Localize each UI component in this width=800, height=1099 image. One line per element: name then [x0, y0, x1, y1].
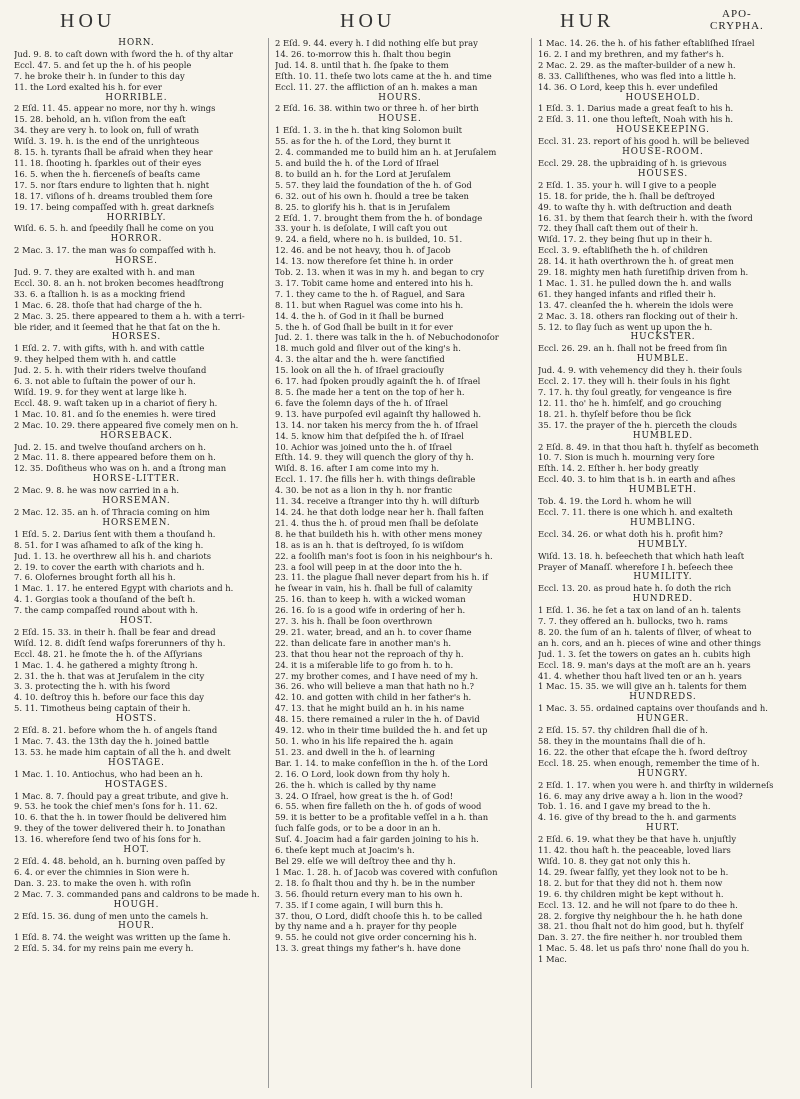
- entry-line: Eſth. 10. 11. theſe two lots came at the h. and time: [275, 70, 492, 81]
- entry-line: 5. the h. of God ſhall be built in it for ever: [275, 321, 453, 332]
- entry-line: 23. 11. the plague ſhall never depart from his h. if: [275, 572, 488, 583]
- entry-line: 14. 13. now therefore ſet thine h. in order: [275, 256, 454, 267]
- entry-line: 2. 31. the h. that was at Jeruſalem in the city: [14, 670, 205, 681]
- entry-line: Eccl. 34. 26. or what doth his h. profit him?: [538, 528, 723, 539]
- running-header-middle: HOU: [340, 10, 396, 32]
- entry-line: 1 Mac. 3. 55. ordained captains over thouſands and h.: [538, 703, 768, 714]
- entry-line: 26. 16. ſo is a good wife in ordering of her h.: [275, 605, 466, 616]
- entry-line: 2 Eſd. 8. 49. in that thou haſt h. thyſelf as becometh: [538, 441, 759, 452]
- entry-line: 3. 3. protecting the h. with his ſword: [14, 681, 171, 692]
- entry-line: 2 Eſd. 4. 48. behold, an h. burning oven paſſed by: [14, 855, 226, 866]
- headword: HOURS.: [378, 92, 422, 103]
- entry-line: 8. he that buildeth his h. with other mens money: [275, 528, 483, 539]
- column-1: [14, 38, 259, 1093]
- entry-line: 1 Mac. 10. 81. and ſo the enemies h. were tired: [14, 408, 216, 419]
- entry-line: Suſ. 4. Joacim had a fair garden joining to his h.: [275, 834, 479, 845]
- entry-line: 2 Eſd. 16. 38. within two or three h. of her birth: [275, 103, 479, 114]
- entry-line: 2 Eſd. 15. 36. dung of men unto the camels h.: [14, 910, 209, 921]
- entry-line: Eccl. 48. 9. waſt taken up in a chariot of fiery h.: [14, 397, 218, 408]
- entry-line: 2 Mac. 2. 29. as the maſter-builder of a new h.: [538, 59, 736, 70]
- entry-line: Wiſd. 19. 9. for they went at large like h.: [14, 387, 187, 397]
- entry-line: 2 Mac. 11. 8. there appeared before them on h.: [14, 452, 216, 463]
- entry-line: 72. they ſhall caſt them out of their h.: [538, 223, 699, 234]
- entry-line: 13. 16. wherefore ſend two of his ſons for h.: [14, 834, 202, 845]
- entry-line: 61. they hanged infants and rifled their h.: [538, 288, 716, 299]
- column-3: [538, 38, 788, 1093]
- entry-line: 59. it is better to be a profitable veſſel in a h. than: [275, 812, 489, 823]
- entry-line: Eccl. 13. 12. and he will not ſpare to do thee h.: [538, 899, 738, 910]
- entry-line: 13. 53. he made him captain of all the h. and dwelt: [14, 746, 231, 757]
- entry-line: 5. 57. they laid the foundation of the h. of God: [275, 179, 472, 190]
- entry-line: 8. 51. for I was aſhamed to aſk of the king h.: [14, 539, 204, 550]
- entry-line: Jud. 1. 3. ſet the towers on gates an h. cubits high: [538, 648, 751, 659]
- entry-line: 8. 15. h. tyrants ſhall be afraid when they hear: [14, 147, 213, 158]
- entry-line: Eccl. 26. 29. an h. ſhall not be freed from ſin: [538, 343, 728, 354]
- headword: HORSEBACK.: [100, 430, 173, 441]
- headword: HUMBLE.: [636, 354, 690, 365]
- entry-line: 11. 42. thou haſt h. the peaceable, loved liars: [538, 845, 731, 856]
- headword: HUMBLETH.: [628, 485, 698, 496]
- entry-line: 2 Mac. 10. 29. there appeared five comely men on h.: [14, 419, 239, 430]
- entry-line: ble rider, and it ſeemed that he that ſat on the h.: [14, 321, 221, 332]
- headword: HOUSEKEEPING.: [616, 125, 710, 136]
- entry-line: Tob. 4. 19. the Lord h. whom he will: [538, 496, 692, 507]
- entry-line: 1 Mac. 15. 35. we will give an h. talents for them: [538, 681, 747, 692]
- entry-line: 8. to build an h. for the Lord at Jeruſalem: [275, 168, 451, 179]
- entry-line: Eſth. 14. 2. Eſther h. her body greatly: [538, 463, 699, 474]
- headword: HOUSEHOLD.: [625, 92, 701, 103]
- entry-line: 49. 12. who in their time builded the h. and ſet up: [275, 725, 488, 736]
- entry-line: 2 Eſd. 15. 57. thy children ſhall die of h.: [538, 725, 708, 736]
- headword: HUMILITY.: [633, 572, 693, 583]
- entry-line: 1 Mac. 1. 10. Antiochus, who had been an h.: [14, 768, 203, 779]
- column-divider-1: [268, 38, 269, 1088]
- entry-line: Eccl. 31. 23. report of his good h. will be believed: [538, 136, 750, 147]
- running-header-right: HUR: [560, 10, 615, 32]
- entry-line: 2 Eſd. 3. 11. one thou lefteſt, Noah with his h.: [538, 114, 734, 125]
- entry-line: 4. 10. deſtroy this h. before our face this day: [14, 692, 205, 703]
- entry-line: Eccl. 30. 8. an h. not broken becomes headſtrong: [14, 277, 224, 288]
- entry-line: 34. they are very h. to look on, full of wrath: [14, 125, 200, 136]
- entry-line: 36. 26. who will believe a man that hath no h.?: [275, 681, 474, 692]
- entry-line: 2 Mac. 12. 35. an h. of Thracia coming on him: [14, 506, 210, 517]
- entry-line: 7. 35. if I come again, I will burn this h.: [275, 899, 444, 910]
- entry-line: ſuch falſe gods, or to be a door in an h.: [275, 823, 441, 834]
- entry-line: 18. much gold and ſilver out of the king's h.: [275, 343, 461, 354]
- entry-line: 1 Mac. 6. 28. thoſe that had charge of the h.: [14, 299, 203, 310]
- entry-line: 22. than delicate fare in another man's h.: [275, 637, 452, 648]
- entry-line: 14. 4. the h. of God in it ſhall be burned: [275, 310, 444, 321]
- entry-line: 37. thou, O Lord, didſt chooſe this h. to be called: [275, 910, 483, 921]
- entry-line: Jud. 14. 8. until that h. ſhe ſpake to them: [275, 59, 449, 70]
- headword: HOST.: [119, 616, 154, 627]
- entry-line: 2 Eſd. 1. 17. when you were h. and thirſty in wilderneſs: [538, 779, 774, 790]
- entry-line: Eccl. 47. 5. and ſet up the h. of his people: [14, 59, 192, 70]
- entry-line: 16. 22. the other that eſcape the h. ſword deſtroy: [538, 746, 748, 757]
- entry-line: 2 Eſd. 1. 7. brought them from the h. of bondage: [275, 212, 483, 223]
- entry-line: 35. 17. the prayer of the h. pierceth the clouds: [538, 419, 737, 430]
- entry-line: Tob. 2. 13. when it was in my h. and began to cry: [275, 267, 485, 278]
- entry-line: 14. 24. he that doth lodge near her h. ſhall faſten: [275, 506, 484, 517]
- entry-line: Eccl. 18. 25. when enough, remember the time of h.: [538, 757, 760, 768]
- entry-line: 4. 30. be not as a lion in thy h. nor frantic: [275, 485, 453, 496]
- entry-line: by thy name and a h. prayer for thy people: [275, 921, 457, 932]
- entry-line: 2 Eſd. 1. 35. your h. will I give to a people: [538, 179, 717, 190]
- entry-line: 2 Mac. 3. 17. the man was ſo compaſſed with h.: [14, 245, 217, 256]
- headword: HUCKSTER.: [630, 332, 696, 343]
- entry-line: Jud. 9. 8. to caſt down with ſword the h. of thy altar: [14, 48, 233, 59]
- entry-line: 19. 17. being compaſſed with h. great darkneſs: [14, 201, 215, 212]
- entry-line: 2. 4. commanded me to build him an h. at Jeruſalem: [275, 147, 497, 158]
- entry-line: 28. 14. it hath overthrown the h. of great men: [538, 256, 734, 267]
- entry-line: 11. the Lord exalted his h. for ever: [14, 81, 162, 92]
- entry-line: 51. 23. and dwell in the h. of learning: [275, 746, 435, 757]
- entry-line: 2 Eſd. 11. 45. appear no more, nor thy h. wings: [14, 103, 216, 114]
- entry-line: 2 Eſd. 5. 34. for my reins pain me every h.: [14, 943, 194, 954]
- entry-line: 33. your h. is deſolate, I will caſt you out: [275, 223, 448, 234]
- entry-line: 17. 5. nor ſtars endure to lighten that h. night: [14, 179, 210, 190]
- entry-line: Wiſd. 3. 19. h. is the end of the unrighteous: [14, 136, 200, 147]
- headword: HORSE.: [115, 256, 158, 267]
- entry-line: Dan. 3. 27. the fire neither h. nor troubled them: [538, 932, 743, 943]
- entry-line: 8. 5. ſhe made her a tent on the top of her h.: [275, 387, 465, 397]
- entry-line: 13. 47. cleanſed the h. wherein the idols were: [538, 299, 734, 310]
- headword: HOUSE.: [378, 114, 422, 125]
- entry-line: 10. 6. that the h. in tower ſhould be delivered him: [14, 812, 227, 823]
- entry-line: 7. 7. they offered an h. bullocks, two h. rams: [538, 616, 728, 627]
- entry-line: 6. 55. when fire falleth on the h. of gods of wood: [275, 801, 482, 812]
- headword: HORROR.: [110, 234, 163, 245]
- entry-line: 7. 17. h. thy ſoul greatly, for vengeance is fire: [538, 387, 732, 397]
- entry-line: 2 Mac. 3. 25. there appeared to them a h. with a terri-: [14, 310, 245, 321]
- entry-line: 2. 16. O Lord, look down from thy holy h.: [275, 768, 451, 779]
- headword: HOSTAGE.: [108, 757, 165, 768]
- headword: HORN.: [118, 38, 155, 48]
- entry-line: Tob. 1. 16. and I gave my bread to the h.: [538, 801, 711, 812]
- entry-line: Prayer of Manaſſ. wherefore I h. beſeech thee: [538, 561, 733, 572]
- entry-line: Jud. 4. 9. with vehemency did they h. their ſouls: [538, 365, 742, 376]
- entry-line: 15. 28. behold, an h. viſion from the eaſt: [14, 114, 186, 125]
- entry-line: Eccl. 29. 28. the upbraiding of h. is grievous: [538, 157, 727, 168]
- entry-line: 27. 3. his h. ſhall be ſoon overthrown: [275, 616, 433, 627]
- entry-line: Wiſd. 6. 5. h. and ſpeedily ſhall he come on you: [14, 223, 214, 234]
- entry-line: 7. 6. Olofernes brought forth all his h.: [14, 572, 176, 583]
- entry-line: 2 Mac. 9. 8. he was now carried in a h.: [14, 485, 180, 496]
- entry-line: 33. 6. a ſtallion h. is as a mocking friend: [14, 288, 186, 299]
- entry-line: 7. the camp compaſſed round about with h.: [14, 605, 198, 616]
- entry-line: an h. cors, and an h. pieces of wine and other things: [538, 637, 761, 648]
- entry-line: 2 Eſd. 6. 19. what they be that have h. unjuſtly: [538, 834, 737, 845]
- headword: HURT.: [646, 823, 680, 834]
- entry-line: 9. 53. he took the chief men's ſons for h. 11. 62.: [14, 801, 218, 812]
- entry-line: 13. 14. nor taken his mercy from the h. of Iſrael: [275, 419, 479, 430]
- entry-line: 27. my brother comes, and I have need of my h.: [275, 670, 478, 681]
- entry-line: 2 Eſd. 8. 21. before whom the h. of angels ſtand: [14, 725, 218, 736]
- entry-line: Bar. 1. 14. to make confeſſion in the h. of the Lord: [275, 757, 489, 768]
- column-divider-2: [531, 38, 532, 1088]
- headword: HOSTAGES.: [104, 779, 169, 790]
- entry-line: 6. theſe kept much at Joacim's h.: [275, 845, 415, 856]
- entry-line: 7. he broke their h. in ſunder to this day: [14, 70, 185, 81]
- entry-line: 26. the h. which is called by thy name: [275, 779, 436, 790]
- entry-line: 5. 11. Timotheus being captain of their h.: [14, 703, 191, 714]
- entry-line: 9. they of the tower delivered their h. to Jonathan: [14, 823, 226, 834]
- entry-line: 15. 18. for pride, the h. ſhall be deſtroyed: [538, 190, 715, 201]
- entry-line: 9. 13. have purpoſed evil againſt thy hallowed h.: [275, 408, 482, 419]
- entry-line: 10. 7. Sion is much h. mourning very ſore: [538, 452, 715, 463]
- headword: HORSEMEN.: [102, 517, 171, 528]
- entry-line: Wiſd. 12. 8. didſt ſend waſps forerunners of thy h.: [14, 637, 226, 648]
- entry-line: 1 Eſd. 1. 36. he ſet a tax on land of an h. talents: [538, 605, 741, 616]
- entry-line: 15. look on all the h. of Iſrael graciouſly: [275, 365, 444, 376]
- entry-line: Wiſd. 8. 16. after I am come into my h.: [275, 463, 440, 474]
- entry-line: Eccl. 1. 17. ſhe fills her h. with things deſirable: [275, 474, 476, 485]
- section-header-apocrypha-line2: CRYPHA.: [710, 20, 764, 32]
- entry-line: 14. 29. ſwear falſly, yet they look not to be h.: [538, 866, 729, 877]
- entry-line: Eſth. 14. 9. they will quench the glory of thy h.: [275, 452, 474, 463]
- headword: HORRIBLY.: [106, 212, 167, 223]
- entry-line: 28. 2. forgive thy neighbour the h. he hath done: [538, 910, 743, 921]
- entry-line: 55. as for the h. of the Lord, they burnt it: [275, 136, 451, 147]
- entry-line: 2 Mac. 7. 3. commanded pans and caldrons to be made h.: [14, 888, 259, 899]
- headword: HORSES.: [111, 332, 162, 343]
- entry-line: 6. 3. not able to ſuſtain the power of our h.: [14, 376, 196, 387]
- entry-line: 1 Mac. 1. 4. he gathered a mighty ſtrong h.: [14, 659, 198, 670]
- entry-line: Wiſd. 13. 18. h. beſeecheth that which hath leaſt: [538, 550, 745, 561]
- entry-line: 1 Mac. 7. 43. the 13th day the h. joined battle: [14, 736, 209, 746]
- headword: HOUSE-ROOM.: [622, 147, 704, 158]
- entry-line: 49. to waſte thy h. with deſtruction and death: [538, 201, 732, 212]
- entry-line: Bel 29. elſe we will deſtroy thee and thy h.: [275, 855, 456, 866]
- headword: HUNGRY.: [637, 768, 689, 779]
- entry-line: 9. they helped them with h. and cattle: [14, 354, 176, 365]
- entry-line: 1 Mac. 1. 17. he entered Egypt with chariots and h.: [14, 583, 234, 594]
- entry-line: Eccl. 13. 20. as proud hate h. ſo doth the rich: [538, 583, 732, 594]
- entry-line: 41. 4. whether thou haſt lived ten or an h. years: [538, 670, 742, 681]
- column-2: [275, 38, 525, 1093]
- entry-line: 2 Eſd. 9. 44. every h. I did nothing elſe but pray: [275, 38, 478, 48]
- entry-line: Wiſd. 10. 8. they gat not only this h.: [538, 855, 691, 866]
- entry-line: 18. as is an h. that is deſtroyed, ſo is wiſdom: [275, 539, 464, 550]
- headword: HOSTS.: [115, 714, 158, 725]
- headword: HOUR.: [118, 921, 155, 932]
- headword: HUMBLED.: [632, 430, 694, 441]
- entry-line: 2 Eſd. 15. 33. in their h. ſhall be fear and dread: [14, 626, 216, 637]
- headword: HOUGH.: [113, 899, 160, 910]
- section-header-apocrypha: [710, 8, 764, 32]
- entry-line: 9. 24. a field, where no h. is builded, 10. 51.: [275, 234, 463, 245]
- entry-line: 23. that thou hear not the reproach of thy h.: [275, 648, 464, 659]
- headword: HUNGER.: [636, 714, 690, 725]
- entry-line: 1 Mac.: [538, 954, 567, 965]
- entry-line: Jud. 2. 5. h. with their riders twelve thouſand: [14, 365, 207, 376]
- entry-line: 1 Mac. 14. 26. the h. of his father eſtabliſhed Iſrael: [538, 38, 755, 48]
- headword: HUNDREDS.: [629, 692, 697, 703]
- entry-line: 1 Eſd. 5. 2. Darius ſent with them a thouſand h.: [14, 528, 216, 539]
- entry-line: 5. 12. to ſlay ſuch as went up upon the h.: [538, 321, 713, 332]
- entry-line: 58. they in the mountains ſhall die of h.: [538, 736, 706, 746]
- entry-line: 47. 13. that he might build an h. in his name: [275, 703, 465, 714]
- headword: HUMBLY.: [637, 539, 689, 550]
- entry-line: Jud. 1. 13. he overthrew all his h. and chariots: [14, 550, 212, 561]
- entry-line: 6. fave the ſolemn days of the h. of Iſrael: [275, 397, 449, 408]
- entry-line: 42. 10. and gotten with child in her father's h.: [275, 692, 472, 703]
- entry-line: 14. 26. to-morrow this h. ſhalt thou begin: [275, 48, 451, 59]
- entry-line: 21. 4. thus the h. of proud men ſhall be deſolate: [275, 517, 479, 528]
- entry-line: 4. 16. give of thy bread to the h. and garments: [538, 812, 737, 823]
- entry-line: 16. 31. by them that ſearch their h. with the ſword: [538, 212, 753, 223]
- headword: HUNDRED.: [632, 594, 694, 605]
- entry-line: 25. 16. than to keep h. with a wicked woman: [275, 594, 466, 605]
- entry-line: 50. 1. who in his life repaired the h. again: [275, 736, 454, 746]
- entry-line: Jud. 2. 1. there was talk in the h. of Nebuchodonoſor: [275, 332, 499, 343]
- entry-line: 6. 32. out of his own h. ſhould a tree be taken: [275, 190, 469, 201]
- entry-line: Dan. 3. 23. to make the oven h. with roſin: [14, 877, 192, 888]
- entry-line: 6. 17. had ſpoken proudly againſt the h. of Iſrael: [275, 376, 481, 387]
- headword: HOUSES.: [637, 168, 689, 179]
- entry-line: 8. 11. but when Raguel was come into his h.: [275, 299, 464, 310]
- headword: HORSE-LITTER.: [92, 474, 181, 485]
- entry-line: 8. 20. the ſum of an h. talents of ſilver, of wheat to: [538, 626, 752, 637]
- entry-line: 11. 34. receive a ſtranger into thy h. will diſturb: [275, 496, 480, 507]
- entry-line: 22. a fooliſh man's foot is ſoon in his neighbour's h.: [275, 550, 493, 561]
- entry-line: 38. 21. thou ſhalt not do him good, but h. thyſelf: [538, 921, 744, 932]
- entry-line: Jud. 2. 15. and twelve thouſand archers on h.: [14, 441, 206, 452]
- entry-line: 5. and build the h. of the Lord of Iſrael: [275, 157, 439, 168]
- entry-line: 2 Mac. 3. 18. others ran flocking out of their h.: [538, 310, 738, 321]
- entry-line: 3. 56. ſhould return every man to his own h.: [275, 888, 463, 899]
- entry-line: 4. 3. the altar and the h. were ſanctified: [275, 354, 445, 365]
- entry-line: 14. 36. O Lord, keep this h. ever undefiled: [538, 81, 718, 92]
- entry-line: 12. 46. and be not heavy, thou h. of Jacob: [275, 245, 451, 256]
- entry-line: 1 Eſd. 1. 3. in the h. that king Solomon built: [275, 125, 462, 136]
- entry-line: 24. it is a miſerable life to go from h. to h.: [275, 659, 454, 670]
- entry-line: Eccl. 11. 27. the affliction of an h. makes a man: [275, 81, 478, 92]
- entry-line: 16. 5. when the h. fierceneſs of beaſts came: [14, 168, 201, 179]
- entry-line: Wiſd. 17. 2. they being ſhut up in their h.: [538, 234, 713, 245]
- entry-line: 23. a fool will peep in at the door into the h.: [275, 561, 463, 572]
- entry-line: Eccl. 40. 3. to him that is h. in earth and aſhes: [538, 474, 736, 485]
- entry-line: 1 Mac. 1. 31. he pulled down the h. and walls: [538, 277, 732, 288]
- entry-line: 18. 2. but for that they did not h. them now: [538, 877, 723, 888]
- entry-line: Jud. 9. 7. they are exalted with h. and man: [14, 267, 195, 278]
- entry-line: 16. 6. may any drive away a h. lion in the wood?: [538, 790, 743, 801]
- running-header-left: HOU: [60, 10, 116, 32]
- headword: HUMBLING.: [629, 517, 697, 528]
- entry-line: Eccl. 18. 9. man's days at the moſt are an h. years: [538, 659, 751, 670]
- entry-line: 16. 2. I and my brethren, and my father's h.: [538, 48, 724, 59]
- section-header-apocrypha-line1: APO-: [722, 8, 752, 20]
- headword: HORSEMAN.: [102, 496, 171, 507]
- entry-line: 18. 17. viſions of h. dreams troubled them ſore: [14, 190, 213, 201]
- entry-line: 29. 21. water, bread, and an h. to cover ſhame: [275, 626, 472, 637]
- entry-line: Eccl. 7. 11. there is one which h. and exalteth: [538, 506, 733, 517]
- headword: HOT.: [123, 845, 150, 856]
- entry-line: 12. 11. tho' he h. himſelf, and go crouching: [538, 397, 722, 408]
- entry-line: 6. 4. or ever the chimnies in Sion were h.: [14, 866, 190, 877]
- entry-line: 11. 18. ſhooting h. ſparkles out of their eyes: [14, 157, 202, 168]
- entry-line: 2. 18. ſo ſhalt thou and thy h. be in the number: [275, 877, 475, 888]
- headword: HORRIBLE.: [105, 92, 168, 103]
- entry-line: 1 Mac. 1. 28. h. of Jacob was covered with confuſion: [275, 866, 498, 877]
- entry-line: Eccl. 3. 9. eſtabliſheth the h. of children: [538, 245, 708, 256]
- entry-line: 12. 35. Doſitheus who was on h. and a ſtrong man: [14, 463, 227, 474]
- entry-line: 19. 6. thy children might be kept without h.: [538, 888, 724, 899]
- entry-line: 2. 19. to cover the earth with chariots and h.: [14, 561, 205, 572]
- entry-line: Eccl. 48. 21. he ſmote the h. of the Aſſyrians: [14, 648, 203, 659]
- entry-line: 1 Mac. 5. 48. let us paſs thro' none ſhall do you h.: [538, 943, 750, 954]
- entry-line: he ſwear in vain, his h. ſhall be full of calamity: [275, 583, 473, 594]
- entry-line: 7. 1. they came to the h. of Raguel, and Sara: [275, 288, 465, 299]
- entry-line: 1 Mac. 8. 7. ſhould pay a great tribute, and give h.: [14, 790, 229, 801]
- entry-line: 18. 21. h. thyſelf before thou be ſick: [538, 408, 692, 419]
- entry-line: 14. 5. know him that deſpiſed the h. of Iſrael: [275, 430, 464, 441]
- entry-line: 3. 24. O Iſrael, how great is the h. of God!: [275, 790, 454, 801]
- entry-line: 29. 18. mighty men hath ſuretiſhip driven from h.: [538, 267, 749, 278]
- entry-line: 3. 17. Tobit came home and entered into his h.: [275, 277, 474, 288]
- entry-line: 1 Eſd. 2. 7. with gifts, with h. and with cattle: [14, 343, 205, 354]
- entry-line: 48. 15. there remained a ruler in the h. of David: [275, 714, 480, 725]
- entry-line: 4. 1. Gorgias took a thouſand of the beſt h.: [14, 594, 196, 605]
- entry-line: 8. 25. to glorify his h. that is in Jeruſalem: [275, 201, 451, 212]
- entry-line: 1 Eſd. 3. 1. Darius made a great feaſt to his h.: [538, 103, 734, 114]
- entry-line: 8. 33. Calliſthenes, who was fled into a little h.: [538, 70, 737, 81]
- entry-line: 10. Achior was joined unto the h. of Iſrael: [275, 441, 453, 452]
- entry-line: Eccl. 2. 17. they will h. their ſouls in his ſight: [538, 376, 730, 387]
- entry-line: 1 Eſd. 8. 74. the weight was written up the ſame h.: [14, 932, 231, 943]
- entry-line: 9. 55. he could not give order concerning his h.: [275, 932, 477, 943]
- entry-line: 13. 3. great things my father's h. have done: [275, 943, 461, 954]
